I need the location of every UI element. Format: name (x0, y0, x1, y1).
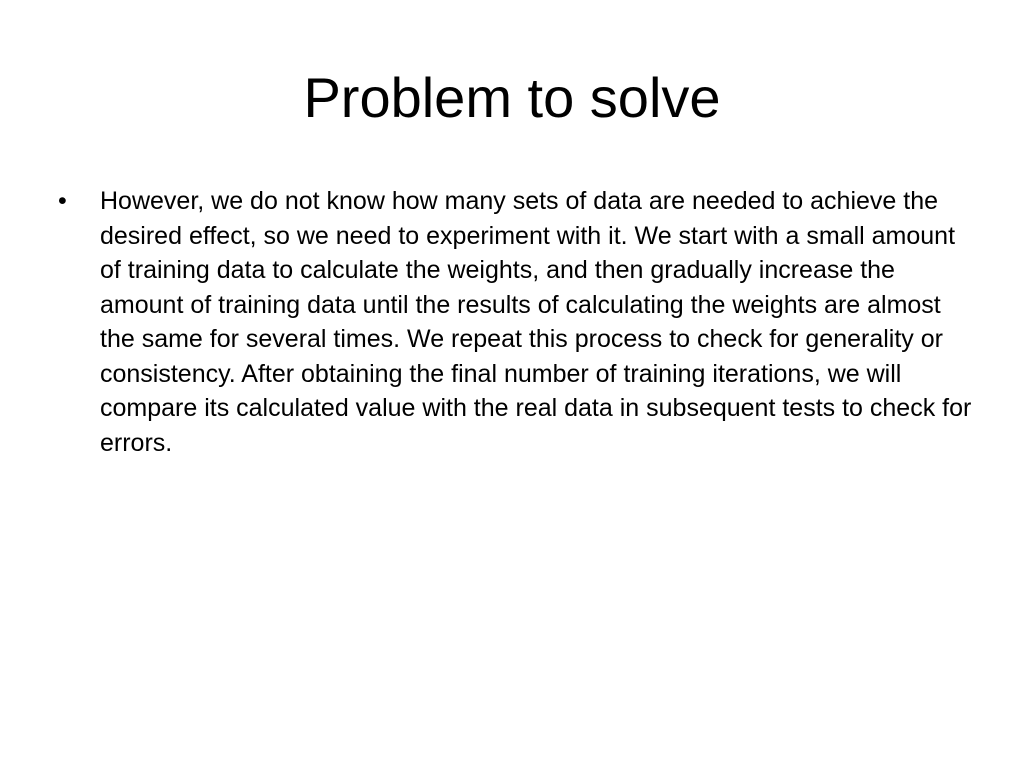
bullet-item (52, 184, 972, 460)
bullet-marker: • (58, 187, 67, 215)
slide-title: Problem to solve (303, 66, 721, 129)
bullet-list (52, 184, 972, 460)
bullet-text: However, we do not know how many sets of data are needed to achieve the desired effect, so we need to experiment with it. We start with a small amount of training data to calculate the weights, and then gradually increase the amount of training data until the results of calculating the weights are almost the same for several times. We repeat this process to check for generality or consistency. After obtaining the final number of training iterations, we will compare its calculated value with the real data in subsequent tests to check for errors. (100, 187, 972, 457)
